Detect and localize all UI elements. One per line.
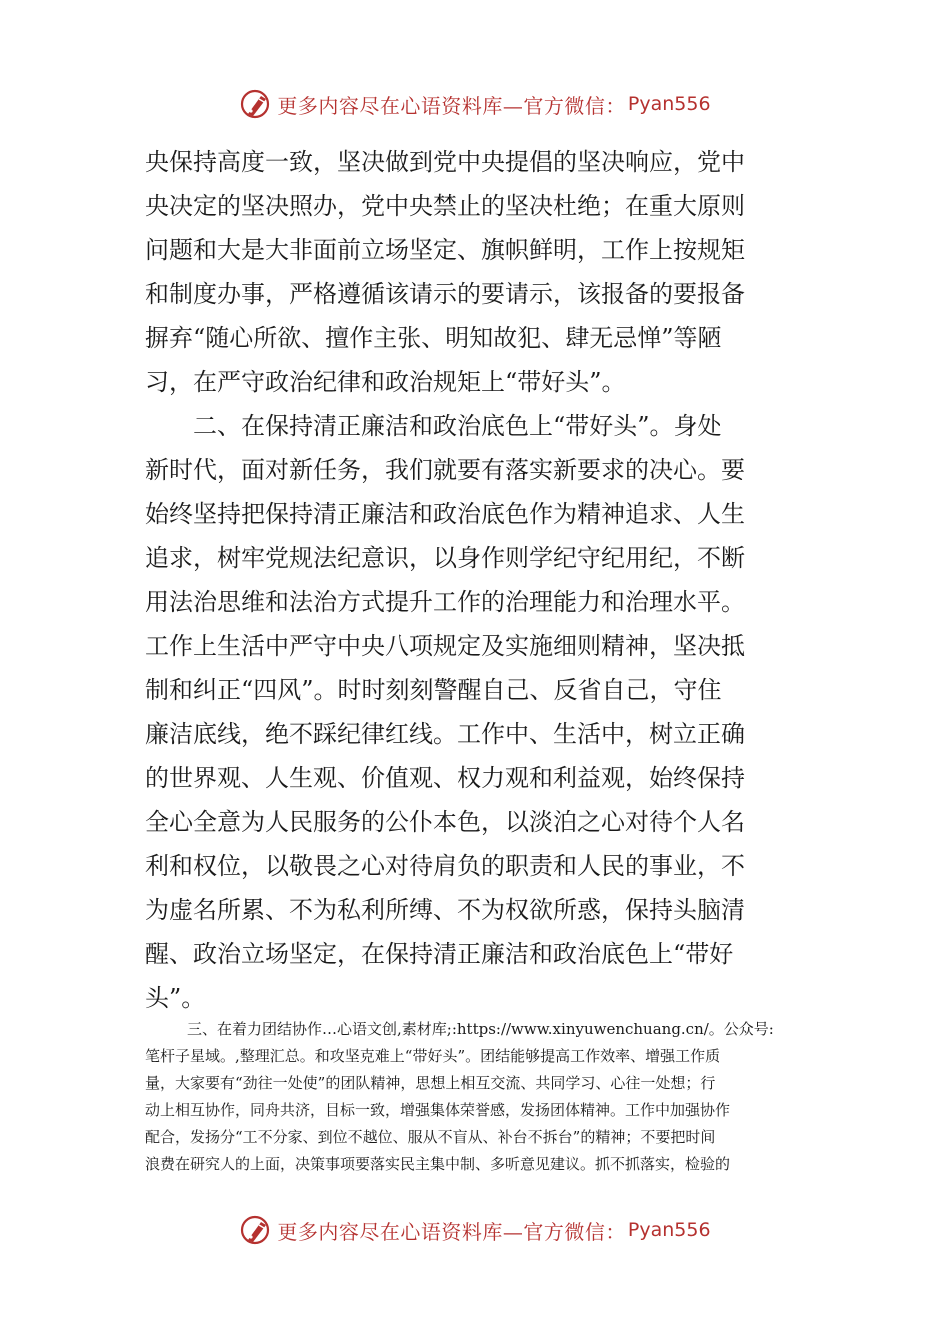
text-line: 央决定的坚决照办，党中央禁止的坚决杜绝；在重大原则 bbox=[145, 192, 745, 220]
main-body-text bbox=[145, 140, 805, 1020]
banner-text: 更多内容尽在心语资料库—官方微信： bbox=[277, 93, 626, 118]
text-line: 和制度办事，严格遵循该请示的要请示，该报备的要报备 bbox=[145, 280, 745, 308]
banner-wechat-id: Pyan556 bbox=[627, 93, 711, 115]
text-line: 廉洁底线，绝不踩纪律红线。工作中、生活中，树立正确 bbox=[145, 720, 745, 748]
text-line: 二、在保持清正廉洁和政治底色上“带好头”。身处 bbox=[145, 412, 722, 440]
small-text-line: 量，大家要有“劲往一处使”的团队精神，思想上相互交流、共同学习、心往一处想；行 bbox=[145, 1074, 716, 1092]
small-text-line: 配合，发扬分“工不分家、到位不越位、服从不盲从、补台不拆台”的精神；不要把时间 bbox=[145, 1128, 716, 1146]
pen-nib-logo-icon bbox=[239, 1213, 273, 1247]
text-line: 用法治思维和法治方式提升工作的治理能力和治理水平。 bbox=[145, 588, 745, 616]
text-line: 为虚名所累、不为私利所缚、不为权欲所惑，保持头脑清 bbox=[145, 896, 745, 924]
footer-banner bbox=[0, 1208, 950, 1252]
header-banner bbox=[0, 82, 950, 126]
text-line: 问题和大是大非面前立场坚定、旗帜鲜明，工作上按规矩 bbox=[145, 236, 745, 264]
small-text-line: 笔杆子星域。,整理汇总。和攻坚克难上“带好头”。团结能够提高工作效率、增强工作质 bbox=[145, 1047, 721, 1065]
text-line: 利和权位，以敬畏之心对待肩负的职责和人民的事业，不 bbox=[145, 852, 745, 880]
text-line: 制和纠正“四风”。时时刻刻警醒自己、反省自己，守住 bbox=[145, 676, 722, 704]
text-line: 始终坚持把保持清正廉洁和政治底色作为精神追求、人生 bbox=[145, 500, 745, 528]
text-line: 全心全意为人民服务的公仆本色，以淡泊之心对待个人名 bbox=[145, 808, 745, 836]
text-line: 央保持高度一致，坚决做到党中央提倡的坚决响应，党中 bbox=[145, 148, 745, 176]
text-line: 工作上生活中严守中央八项规定及实施细则精神，坚决抵 bbox=[145, 632, 745, 660]
text-line: 头”。 bbox=[145, 984, 206, 1012]
pen-nib-logo-icon bbox=[239, 87, 273, 121]
banner-text: 更多内容尽在心语资料库—官方微信： bbox=[277, 1219, 626, 1244]
text-line: 醒、政治立场坚定，在保持清正廉洁和政治底色上“带好 bbox=[145, 940, 734, 968]
small-body-text bbox=[145, 1016, 807, 1178]
text-line: 的世界观、人生观、价值观、权力观和利益观，始终保持 bbox=[145, 764, 745, 792]
small-text-line: 浪费在研究人的上面，决策事项要落实民主集中制、多听意见建议。抓不抓落实，检验的 bbox=[145, 1155, 731, 1173]
text-line: 摒弃“随心所欲、擅作主张、明知故犯、肆无忌惮”等陋 bbox=[145, 324, 722, 352]
small-text-line: 动上相互协作，同舟共济，目标一致，增强集体荣誉感，发扬团体精神。工作中加强协作 bbox=[145, 1101, 731, 1119]
text-line: 追求，树牢党规法纪意识，以身作则学纪守纪用纪，不断 bbox=[145, 544, 745, 572]
text-line: 新时代，面对新任务，我们就要有落实新要求的决心。要 bbox=[145, 456, 745, 484]
banner-wechat-id: Pyan556 bbox=[627, 1219, 711, 1241]
small-text-line: 三、在着力团结协作…心语文创,素材库;:https://www.xinyuwenchuang.cn/。公众号: bbox=[187, 1020, 774, 1038]
text-line: 习，在严守政治纪律和政治规矩上“带好头”。 bbox=[145, 368, 626, 396]
